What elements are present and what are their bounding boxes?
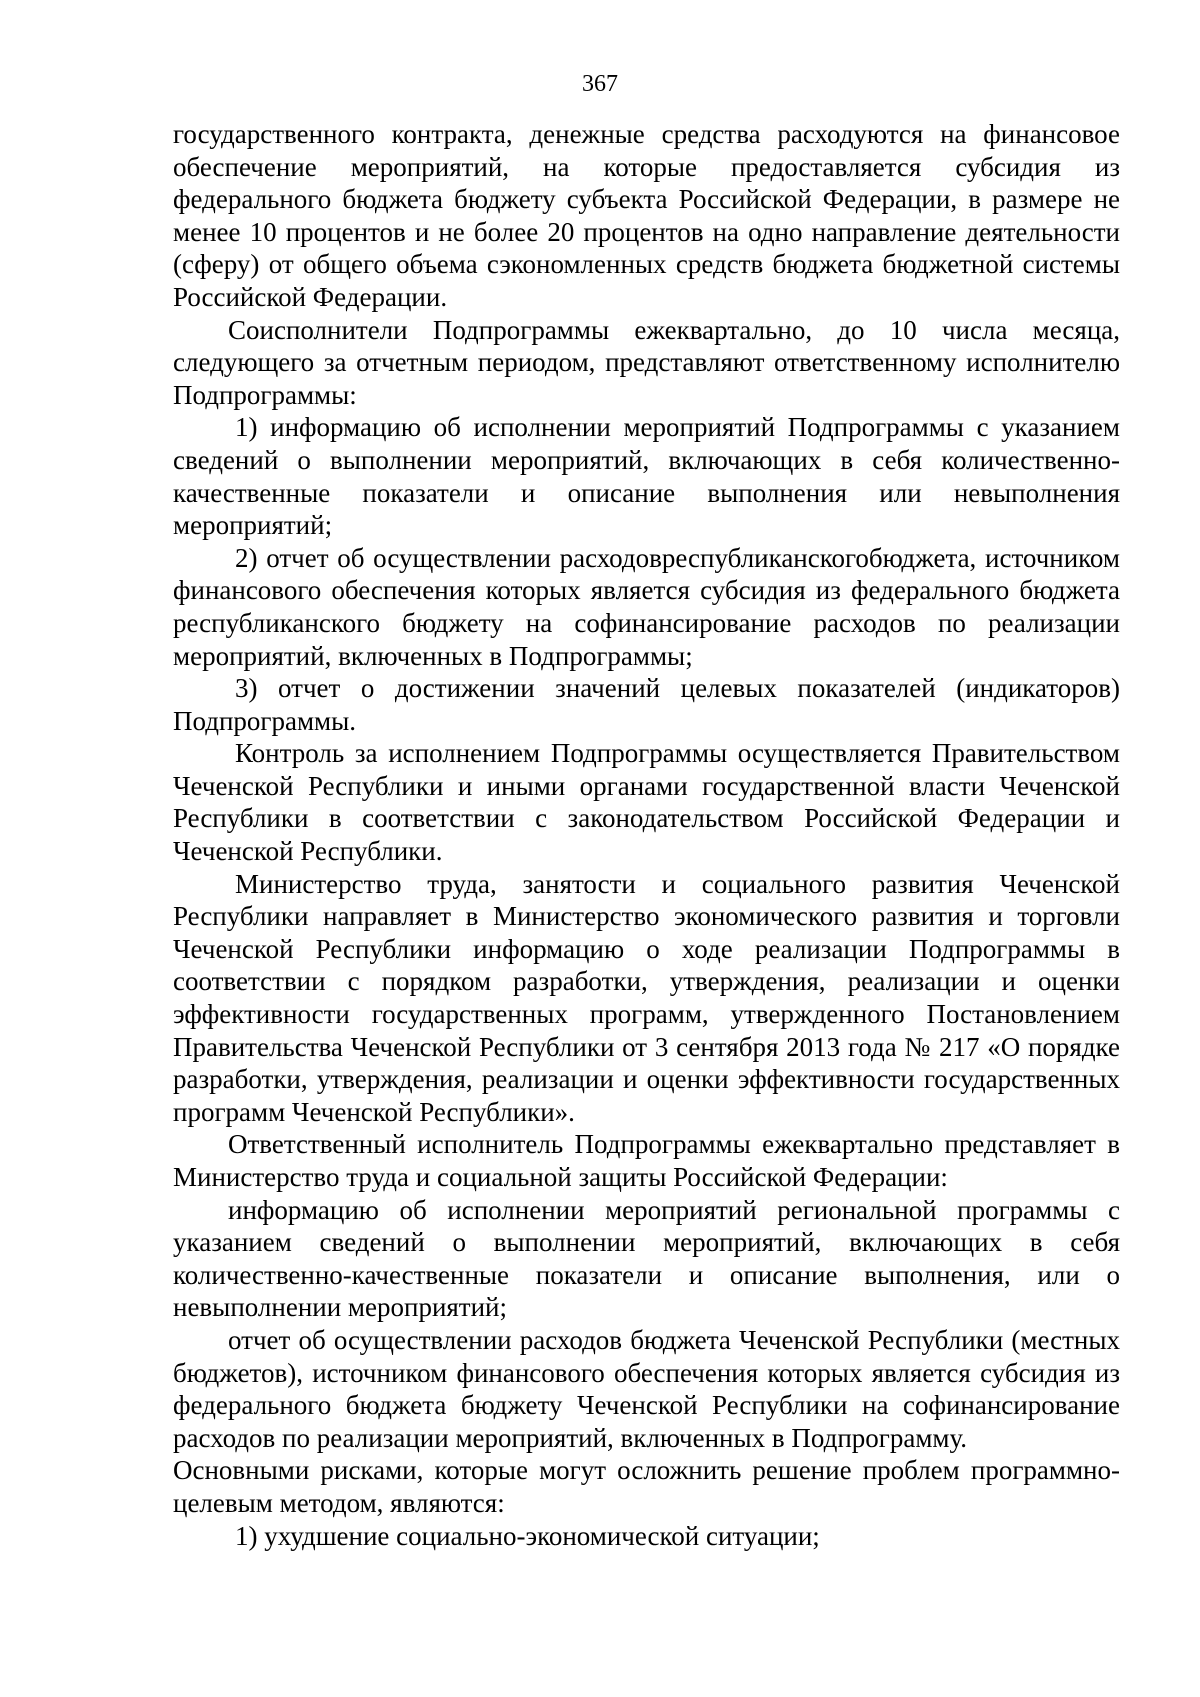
paragraph-co-executors: Соисполнители Подпрограммы ежеквартально, до 10 числа месяца, следующего за отчетным периодом, представляют ответственному исполнителю Подпрограммы: — [173, 314, 1120, 410]
page-number: 367 — [582, 71, 618, 97]
paragraph-ministry: Министерство труда, занятости и социального развития Чеченской Республики направляет в Министерство экономического развития и торговли Чеченской Республики информацию о ходе реализации Подпрограммы в соответствии с порядком разработки, утверждения, реализации и оценки эффективности государственных программ, утвержденного Постановлением Правительства Чеченской Республики от 3 сентября 2013 года № 217 «О порядке разработки, утверждения, реализации и оценки эффективности государственных программ Чеченской Республики». — [173, 868, 1120, 1127]
paragraph-report: отчет об осуществлении расходов бюджета Чеченской Республики (местных бюджетов), источником финансового обеспечения которых является субсидия из федерального бюджета бюджету Чеченской Республики на софинансирование расходов по реализации мероприятий, включенных в Подпрограмму. — [173, 1324, 1120, 1453]
list-item-3: 3) отчет о достижении значений целевых показателей (индикаторов) Подпрограммы. — [173, 673, 1120, 736]
list-item-risk-1: 1) ухудшение социально-экономической ситуации; — [235, 1520, 820, 1551]
list-item-1: 1) информацию об исполнении мероприятий Подпрограммы с указанием сведений о выполнении мероприятий, включающих в себя количественно-качественные показатели и описание выполнения или невыполнения мероприятий; — [173, 412, 1120, 541]
list-item-2: 2) отчет об осуществлении расходовреспубликанскогобюджета, источником финансового обеспечения которых является субсидия из федерального бюджета республиканского бюджету на софинансирование расходов по реализации мероприятий, включенных в Подпрограммы; — [173, 542, 1120, 671]
paragraph-responsible-executor: Ответственный исполнитель Подпрограммы ежеквартально представляет в Министерство труда и социальной защиты Российской Федерации: — [173, 1129, 1120, 1192]
paragraph-risks: Основными рисками, которые могут осложнить решение проблем программно-целевым методом, являются: — [173, 1455, 1120, 1518]
paragraph-control: Контроль за исполнением Подпрограммы осуществляется Правительством Чеченской Республики и иными органами государственной власти Чеченской Республики в соответствии с законодательством Российской Федерации и Чеченской Республики. — [173, 738, 1120, 867]
paragraph-contract-funds: государственного контракта, денежные средства расходуются на финансовое обеспечение мероприятий, на которые предоставляется субсидия из федерального бюджета бюджету субъекта Российской Федерации, в размере не менее 10 процентов и не более 20 процентов на одно направление деятельности (сферу) от общего объема сэкономленных средств бюджета бюджетной системы Российской Федерации. — [173, 119, 1120, 312]
document-body — [173, 118, 1120, 1552]
paragraph-information: информацию об исполнении мероприятий региональной программы с указанием сведений о выполнении мероприятий, включающих в себя количественно-качественные показатели и описание выполнения, или о невыполнении мероприятий; — [173, 1194, 1120, 1323]
